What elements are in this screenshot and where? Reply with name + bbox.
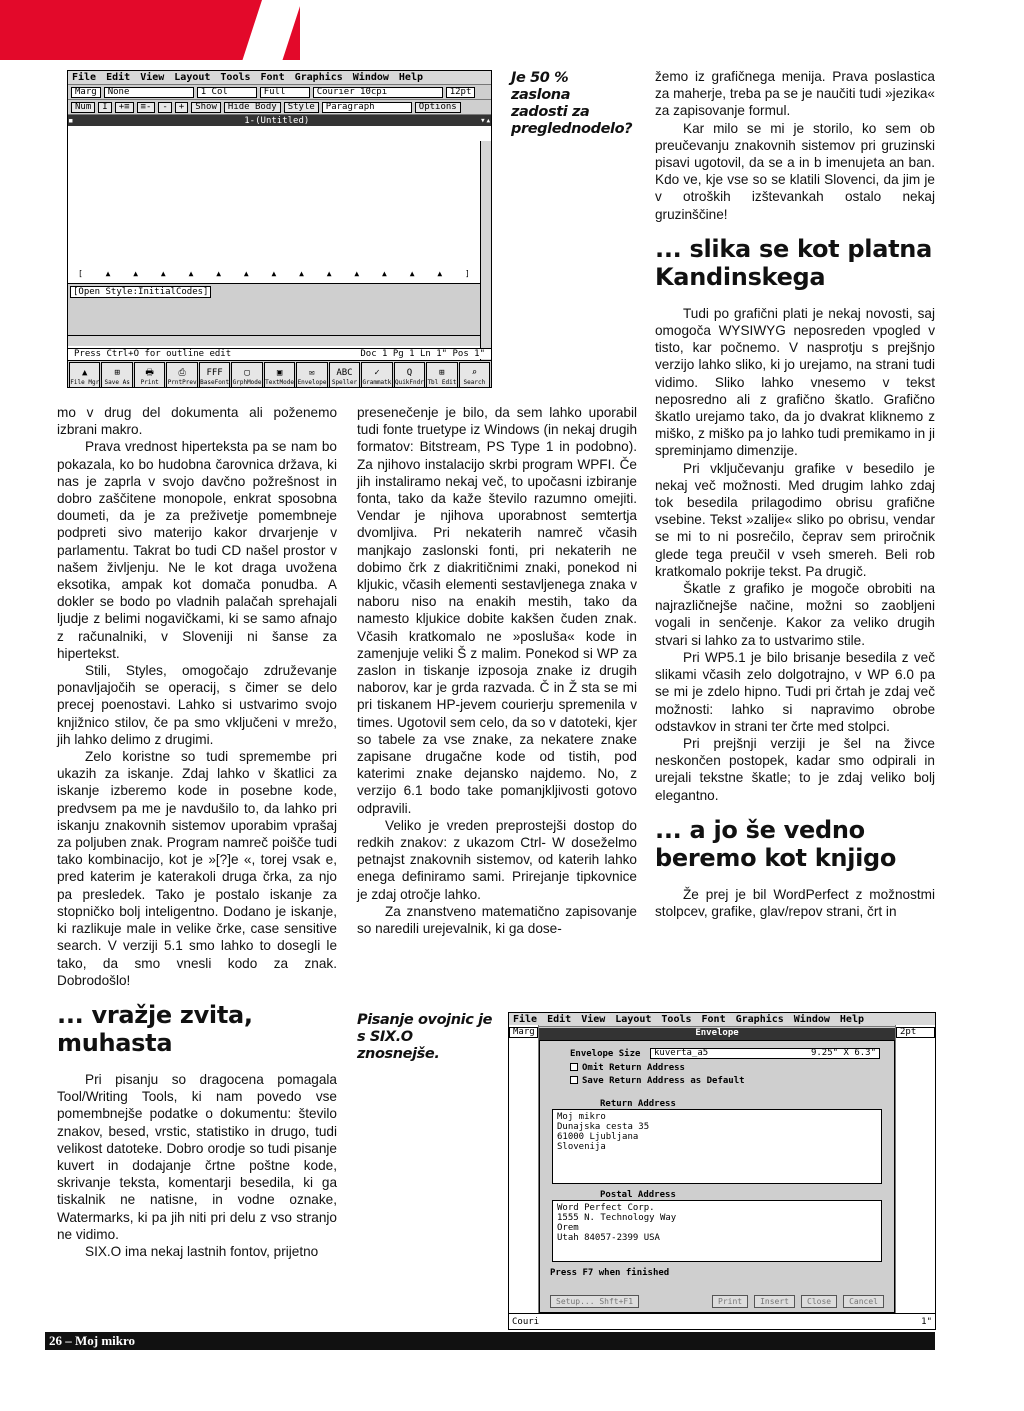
num-button[interactable]: Num bbox=[71, 102, 95, 113]
button-label: Save As bbox=[104, 379, 130, 386]
envelope-size-dims: 9.25" X 6.3" bbox=[810, 1048, 876, 1058]
ribbon-bar bbox=[68, 85, 491, 100]
system-menu-icon[interactable]: ▪ bbox=[68, 115, 74, 126]
paragraph: Tudi po grafični plati je nekaj novosti, saj omogoča WYSIWYG neposreden vpogled v tisto, kar počnemo. V nasprotju s prejšnjo verzijo lahko sliko, ki jo urejamo, na strani tudi vidimo. Sliko lahko vnesemo v tekst neposredno ali z grafično škatlo. Grafično škatlo urejamo tako, da jo dvakrat kliknemo z miško, z miško pa jo lahko tudi premikamo in ji spreminjamo dimenzije. bbox=[655, 305, 935, 459]
size-select[interactable] bbox=[446, 87, 476, 98]
menu-graphics[interactable]: Graphics bbox=[735, 1014, 784, 1025]
basefont-button[interactable] bbox=[199, 362, 230, 388]
menu-view[interactable]: View bbox=[581, 1014, 606, 1025]
postal-address-label: Postal Address bbox=[600, 1190, 676, 1200]
open-style-code: [Open Style:InitialCodes] bbox=[70, 286, 211, 298]
menu-bar bbox=[68, 71, 491, 85]
print-button[interactable] bbox=[134, 362, 165, 388]
menu-help[interactable]: Help bbox=[839, 1014, 864, 1025]
caption-envelopes: Pisanje ovojnic je s SIX.O znosnejše. bbox=[357, 1012, 493, 1062]
font-select-value: Courier 10cpi bbox=[316, 86, 388, 97]
button-label: TextMode bbox=[265, 379, 294, 386]
tab-stop-icon: ▲ bbox=[160, 269, 166, 278]
envelope-size-value: kuverta_a5 bbox=[654, 1048, 709, 1058]
columns-select[interactable] bbox=[197, 87, 257, 98]
button-label: Envelope bbox=[297, 379, 327, 386]
options-button[interactable]: Options bbox=[415, 102, 461, 113]
document-title: 1-(Untitled) bbox=[244, 115, 310, 126]
button-label: BaseFont bbox=[200, 379, 230, 386]
zoom-select[interactable] bbox=[260, 87, 310, 98]
cancel-button[interactable]: Cancel bbox=[843, 1295, 884, 1308]
menu-file[interactable]: File bbox=[513, 1014, 538, 1025]
menu-window[interactable]: Window bbox=[352, 72, 389, 83]
tab-stop-icon: ▲ bbox=[105, 269, 111, 278]
save-return-label: Save Return Address as Default bbox=[582, 1076, 745, 1086]
italic-button[interactable]: I bbox=[98, 102, 111, 113]
quickfinder-button[interactable] bbox=[394, 362, 425, 388]
graphics-mode-icon: ▢ bbox=[244, 368, 250, 378]
paragraph: SIX.O ima nekaj lastnih fontov, prijetno bbox=[85, 1243, 319, 1259]
ruler-bracket-icon: [ bbox=[78, 269, 83, 278]
left-strip bbox=[509, 1025, 539, 1329]
tab-stop-icon: ▲ bbox=[216, 269, 222, 278]
document-titlebar bbox=[68, 115, 491, 126]
maximize-icon[interactable]: ▴ bbox=[485, 115, 491, 126]
quickfinder-icon: Q bbox=[406, 368, 413, 378]
menu-tools[interactable]: Tools bbox=[661, 1014, 692, 1025]
button-label: Speller bbox=[331, 379, 358, 386]
tab-stop-icon: ▲ bbox=[326, 269, 332, 278]
right-strip bbox=[895, 1025, 935, 1329]
page-footer: 26 – Moj mikro bbox=[45, 1332, 935, 1350]
button-label: File Mgr bbox=[70, 379, 100, 386]
red-corner-decoration bbox=[0, 0, 300, 60]
style-button[interactable]: Style bbox=[284, 102, 319, 113]
dialog-title: Envelope bbox=[539, 1028, 895, 1040]
print-preview-icon: ⎙ bbox=[178, 368, 186, 378]
setup-button[interactable]: Setup... Shft+F1 bbox=[550, 1295, 639, 1308]
tab-stop-icon: ▲ bbox=[188, 269, 194, 278]
style-select[interactable] bbox=[104, 87, 194, 98]
save-icon: ⊞ bbox=[114, 368, 120, 378]
button-label: Grammatk bbox=[362, 379, 392, 386]
minimize-icon[interactable]: ▾ bbox=[480, 115, 486, 126]
save-as-button[interactable] bbox=[101, 362, 132, 388]
columns-select-value: 1 Col bbox=[200, 86, 228, 97]
menu-font[interactable]: Font bbox=[260, 72, 285, 83]
menu-layout[interactable]: Layout bbox=[615, 1014, 652, 1025]
button-label: Tbl Edit bbox=[427, 379, 457, 386]
button-label: QuikFndr bbox=[394, 379, 424, 386]
menu-bar bbox=[509, 1013, 935, 1027]
status-right: 1" bbox=[921, 1316, 932, 1327]
tab-stop-icon: ▲ bbox=[299, 269, 304, 278]
paragraph: Zelo koristne so tudi spremembe pri ukazih za iskanje. Zdaj lahko v škatlici za iskanje izberemo kode in posebne kode, predvsem pa me je navdušilo to, da lahko pri iskanju znakovnih sistemov uporabim vprašaj za poljuben znak. Program namreč poišče tudi tako kombinacijo, kot je »[?]e «, torej vsak e, pred katerim je katerakoli druga črka, za njo pa presledek. Tako je postalo iskanje za stopničko bolj inteligentno. Dodano je iskanje, ki razlikuje male in velike črke, case sensitive search. V verziji 5.1 smo lahko to dosegli le tako, da smo vnesli kodo za znak. Dobrodošlo! bbox=[57, 749, 337, 988]
ruler bbox=[68, 269, 480, 283]
envelope-icon: ✉ bbox=[309, 368, 315, 378]
graphics-mode-button[interactable] bbox=[231, 362, 262, 388]
tab-stop-icon: ▲ bbox=[271, 269, 277, 278]
speller-button[interactable] bbox=[329, 362, 360, 388]
paragraph: Pri prejšnji verziji je šel na živce neskončen postopek, kadar smo odpirali in urejali tekstne škatle; to je zdaj veliko bolj elegantno. bbox=[655, 735, 935, 803]
table-edit-button[interactable] bbox=[426, 362, 457, 388]
style-select-value: None bbox=[107, 86, 130, 97]
paragraph: presenečenje je bilo, da sem lahko uporabil tudi fonte truetype iz Windows (in nekaj drugih formatov: Bitstream, PS Type 1 in podobno). Za njihovo instalacijo skrbi program WPFI. Če jih instaliramo nekaj več, to upočasni izbiranje fonta, tako da kaže število razumno omejiti. Vendar je njihova uporabnost semtertja dvomljiva. Pri nekaterih namreč včasih manjkajo zaslonski fonti, pri nekaterih ne dobimo črk z diakritičnimi znaki, ponekod ni kljukic, včasih elementi sestavljenega znaka v naboru niso na enakih mestih, tako da namesto kljukice dobite kakšen čuden znak. Včasih kratkomalo ne »posluša« kode in zamenjuje veliki Š z malim. Ponekod si WP za zaslon in tiskanje izposoja znake iz drugih naborov, kar je grda razvada. Č in Ž sta se mi pri tiskanem HP-jevem courierju spremenila v times. Ugotovil sem celo, da so v datoteki, kjer so tabele za vse znake, za nekatere znake zapisane drugačne kode od tistih, pod katerimi znake dejansko najdemo. No, z verzijo 6.1 bodo take pomanjkljivosti gotovo odpravili. bbox=[357, 405, 637, 816]
marg-box[interactable]: Marg bbox=[71, 87, 101, 98]
section-heading-slika: ... slika se kot platna Kandinskega bbox=[655, 234, 932, 291]
paragraph: Kar milo se mi je storilo, ko sem ob preučevanju znakovnih sistemov pri gruzinski pisavi ugotovil, da se a in b imenujeta an ban. Kdo ve, kje vse so se klatili Slovenci, da jim je v otroških izštevankah ostalo nekaj gruzinščine! bbox=[655, 120, 935, 222]
paragraph: Pri WP5.1 je bilo brisanje besedila z več slikami včasih zelo dolgotrajno, v WP 6.0 pa se mi je zdelo hipno. Tudi pri črtah je zdaj več možnosti: lahko si napravimo obrobe odstavkov in strani ter črte med stolpci. bbox=[655, 649, 935, 734]
paragraph: Prava vrednost hiperteksta pa se nam bo pokazala, ko bo hudobna čarovnica država, ki nas je zaprla v svojo davčno požrešnost in dobro zaščitene monopole, enkrat sposobna doumeti, da je za preživetje pomembneje podpreti sivo materijo kakor drvarjenje v parlamentu. Takrat bo tudi CD našel prostor v našem življenju. Ne le kot draga uvožena eksotika, ampak kot domača ponudba. A dokler se bodo po vladnih palačah sprehajali ljudje z belimi nogavičkami, ki se samo afnajo z računalniki, v Sloveniji ni šanse za hipertekst. bbox=[57, 439, 337, 661]
scroll-up-icon: ▲ bbox=[82, 368, 88, 378]
button-label: Search bbox=[463, 379, 486, 386]
status-left: Couri bbox=[512, 1316, 540, 1327]
menu-file[interactable]: File bbox=[72, 72, 97, 83]
grammatik-button[interactable] bbox=[361, 362, 392, 388]
status-bar bbox=[509, 1313, 935, 1329]
menu-help[interactable]: Help bbox=[398, 72, 423, 83]
tab-stop-icon: ▲ bbox=[382, 269, 387, 278]
status-left: Press Ctrl+O for outline edit bbox=[74, 349, 232, 359]
menu-view[interactable]: View bbox=[140, 72, 165, 83]
article-column-1 bbox=[57, 404, 337, 1260]
status-right: Doc 1 Pg 1 Ln 1" Pos 1" bbox=[360, 349, 485, 359]
speller-icon: ABC bbox=[336, 368, 353, 378]
article-column-2 bbox=[357, 404, 637, 937]
envelope-size-label: Envelope Size bbox=[570, 1049, 641, 1059]
zoom-select-value: Full bbox=[263, 86, 286, 97]
search-icon: ⌕ bbox=[471, 368, 478, 378]
button-label: Print bbox=[140, 379, 159, 386]
section-heading-vrazje: ... vražje zvita, muhasta bbox=[57, 1000, 253, 1057]
paragraph-select[interactable] bbox=[322, 102, 412, 113]
expand-button[interactable]: + bbox=[175, 102, 188, 113]
collapse-button[interactable]: - bbox=[158, 102, 171, 113]
paragraph: žemo iz grafičnega menija. Prava poslastica za maherje, treba pa se je naučiti tudi »jezika« za zapisovanje formul. bbox=[655, 69, 935, 119]
table-icon: ⊞ bbox=[439, 368, 445, 378]
button-bar bbox=[68, 360, 491, 388]
button-label: PrntPrev bbox=[167, 379, 197, 386]
font-icon: FFF bbox=[206, 368, 223, 378]
caption-screen-percentage: Je 50 % zaslona zadosti za preglednodelo? bbox=[511, 70, 633, 137]
tab-stop-icon: ▲ bbox=[409, 269, 415, 278]
envelope-dialog bbox=[539, 1040, 895, 1313]
postal-address-field[interactable]: Word Perfect Corp. 1555 N. Technology Way Orem Utah 84057-2399 USA bbox=[552, 1200, 882, 1262]
status-bar bbox=[68, 348, 491, 359]
menu-layout[interactable]: Layout bbox=[174, 72, 211, 83]
paragraph: Za znanstveno matematično zapisovanje so naredili urejevalnik, ki ga dose- bbox=[357, 903, 637, 937]
insert-button[interactable]: Insert bbox=[754, 1295, 795, 1308]
save-return-option[interactable] bbox=[570, 1076, 745, 1086]
paragraph: Stili, Styles, omogočajo združevanje ponavljajočih se operacij, s čimer se delo precej poenostavi. Lahko si ustvarimo svojo knjižnico stilov, če pa smo vključeni v mrežo, jih lahko delimo z drugimi. bbox=[57, 663, 337, 747]
menu-window[interactable]: Window bbox=[793, 1014, 830, 1025]
promote-button[interactable]: +≡ bbox=[115, 102, 134, 113]
paragraph: mo v drug del dokumenta ali poženemo izbrani makro. bbox=[57, 405, 337, 438]
grammar-check-icon: ✓ bbox=[374, 368, 380, 378]
menu-graphics[interactable]: Graphics bbox=[294, 72, 343, 83]
print-button[interactable]: Print bbox=[712, 1295, 748, 1308]
ruler-bracket-icon: ] bbox=[464, 269, 470, 278]
press-f7-hint: Press F7 when finished bbox=[550, 1268, 670, 1278]
paragraph: Škatle z grafiko je mogoče obrobiti na najrazličnejše načine, možni so zaobljeni vogali in senčenje. Kakor za veliko drugih stvari si lahko za to ustvarimo stile. bbox=[655, 581, 935, 648]
tab-stop-icon: ▲ bbox=[354, 269, 360, 278]
printer-icon: 🖶 bbox=[145, 368, 154, 378]
file-mgr-button[interactable] bbox=[69, 362, 100, 388]
paragraph: Pri vključevanju grafike v besedilo je nekaj več možnosti. Med drugim lahko zdaj tok besedila prilagodimo obrisu grafične vsebine. Tekst »zalije« sliko po obrisu, vendar se mi to ni posrečilo, čeprav sem priročnik glede tega preučil v vseh smereh. Beli rob kratkomalo pokrije tekst. Pa drugič. bbox=[655, 460, 935, 579]
envelope-size-select[interactable] bbox=[650, 1048, 880, 1059]
wordperfect-screenshot bbox=[67, 70, 492, 388]
reveal-codes-pane[interactable] bbox=[68, 283, 480, 341]
article-column-3 bbox=[655, 68, 935, 920]
action-buttons bbox=[712, 1295, 884, 1308]
omit-return-option[interactable] bbox=[570, 1063, 685, 1073]
save-return-checkbox[interactable] bbox=[570, 1076, 578, 1084]
tab-stop-icon: ▲ bbox=[243, 269, 249, 278]
return-address-field[interactable]: Moj mikro Dunajska cesta 35 61000 Ljubljana Slovenija bbox=[552, 1109, 882, 1184]
demote-button[interactable]: ≡- bbox=[137, 102, 156, 113]
menu-tools[interactable]: Tools bbox=[220, 72, 251, 83]
search-button[interactable] bbox=[459, 362, 490, 388]
tab-stop-icon: ▲ bbox=[133, 269, 139, 278]
size-box[interactable]: 2pt bbox=[896, 1027, 935, 1038]
envelope-button[interactable] bbox=[296, 362, 327, 388]
horizontal-scrollbar[interactable] bbox=[68, 335, 480, 346]
menu-font[interactable]: Font bbox=[701, 1014, 726, 1025]
paragraph: Pri pisanju so dragocena pomagala Tool/Writing Tools, ki nam povedo vse pomembnejše podatke o dokumentu: število znakov, besed, vrstic, statistiko in drugo, tudi velikost datoteke. Dobro orodje so tudi pisanje kuvert in dodajanje črtne poštne kode, skrivanje teksta, komentarji besedila, ki ga tiskalnik ne natisne, in vodne oznake, Watermarks, ki pa jih niti pri delu z vso stranjo ne vidimo. bbox=[57, 1071, 337, 1242]
show-button[interactable]: Show bbox=[191, 102, 221, 113]
envelope-screenshot bbox=[508, 1012, 936, 1330]
marg-box[interactable]: Marg bbox=[509, 1027, 538, 1038]
omit-return-checkbox[interactable] bbox=[570, 1063, 578, 1071]
omit-return-label: Omit Return Address bbox=[582, 1063, 685, 1073]
section-heading-knjigo: ... a jo še vedno beremo kot knjigo bbox=[655, 815, 897, 872]
tab-stop-icon: ▲ bbox=[437, 269, 443, 278]
menu-edit[interactable]: Edit bbox=[106, 72, 131, 83]
size-select-value: 12pt bbox=[449, 86, 472, 97]
paragraph-select-value: Paragraph bbox=[325, 101, 375, 112]
print-preview-button[interactable] bbox=[166, 362, 197, 388]
hide-body-button[interactable]: Hide Body bbox=[224, 102, 281, 113]
paragraph: Veliko je vreden preprostejši dostop do redkih znakov: z ukazom Ctrl- W doseželmo petnajst znakovnih sistemov, od katerih lahko enega definiramo sami. Prirejanje tipkovnice je zdaj otročje lahko. bbox=[357, 817, 637, 902]
paragraph: Že prej je bil WordPerfect z možnostmi stolpcev, grafike, glav/repov strani, črt in bbox=[655, 886, 935, 919]
dialog-buttons bbox=[550, 1295, 884, 1308]
close-button[interactable]: Close bbox=[801, 1295, 837, 1308]
button-label: GrphMode bbox=[232, 379, 262, 386]
text-mode-button[interactable] bbox=[264, 362, 295, 388]
text-mode-icon: ▣ bbox=[276, 368, 283, 378]
menu-edit[interactable]: Edit bbox=[547, 1014, 572, 1025]
font-select[interactable] bbox=[313, 87, 443, 98]
outline-bar bbox=[68, 100, 491, 115]
return-address-label: Return Address bbox=[600, 1099, 676, 1109]
